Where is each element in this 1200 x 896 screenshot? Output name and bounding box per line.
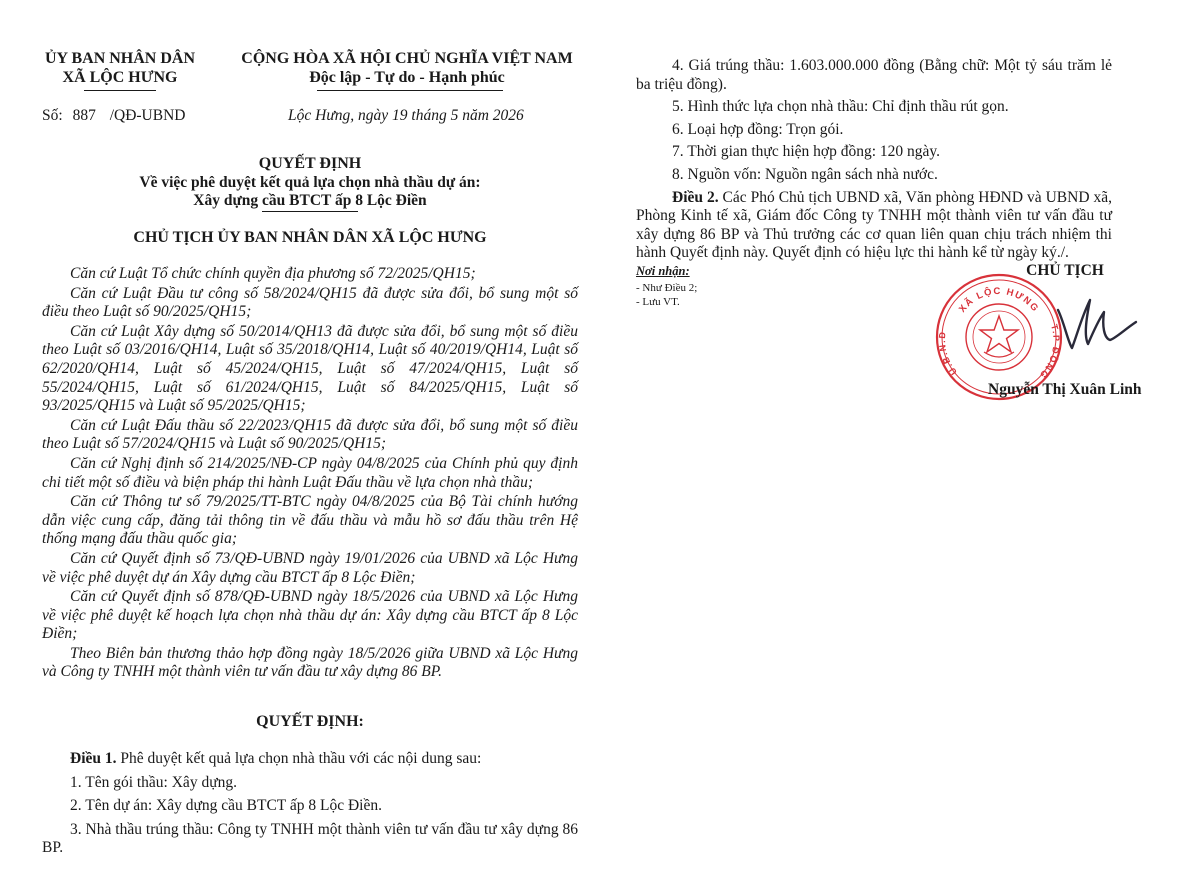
legal-basis-item: Căn cứ Luật Đấu thầu số 22/2023/QH15 đã được sửa đổi, bổ sung một số điều theo Luật số 57/2024/QH15 và Luật số 90/2025/QH15;: [42, 416, 578, 453]
article-2: [636, 189, 1112, 263]
national-name: CỘNG HÒA XÃ HỘI CHỦ NGHĨA VIỆT NAM: [241, 50, 573, 67]
signer-position: CHỦ TỊCH: [1026, 262, 1104, 279]
legal-basis: [42, 265, 578, 683]
issuing-authority-line1: ỦY BAN NHÂN DÂN: [44, 50, 196, 67]
article-1-continued: [636, 57, 1112, 267]
article-1-intro-text: Phê duyệt kết quả lựa chọn nhà thầu với các nội dung sau:: [116, 750, 482, 767]
recipients: [636, 264, 697, 309]
article-2-text: Các Phó Chủ tịch UBND xã, Văn phòng HĐND và UBND xã, Phòng Kinh tế xã, Giám đốc Công ty TNHH một thành viên tư vấn đầu tư xây dựng 86 BP và Thủ trưởng các cơ quan liên quan chịu trách nhiệm thi hành Quyết định này. Quyết định có hiệu lực thi hành kể từ ngày ký./.: [636, 188, 1113, 262]
signer-name: Nguyễn Thị Xuân Linh: [988, 381, 1142, 398]
article-1-item: 3. Nhà thầu trúng thầu: Công ty TNHH một thành viên tư vấn đầu tư xây dựng 86 BP.: [42, 820, 578, 857]
document-subject-line2: Xây dựng cầu BTCT ấp 8 Lộc Điền: [193, 192, 427, 209]
document-subject-line1: Về việc phê duyệt kết quả lựa chọn nhà thầu dự án:: [139, 174, 481, 191]
legal-basis-item: Căn cứ Quyết định số 73/QĐ-UBND ngày 19/01/2026 của UBND xã Lộc Hưng về việc phê duyệt dự án Xây dựng cầu BTCT ấp 8 Lộc Điền;: [42, 549, 578, 586]
document-type: QUYẾT ĐỊNH: [258, 155, 362, 172]
article-1-item: 1. Tên gói thầu: Xây dựng.: [70, 773, 237, 791]
document-number: [42, 107, 185, 126]
handwritten-signature: [1050, 282, 1140, 362]
article-1-item: 7. Thời gian thực hiện hợp đồng: 120 ngày.: [672, 143, 941, 161]
article-1-item: 8. Nguồn vốn: Nguồn ngân sách nhà nước.: [672, 165, 938, 183]
article-1: [42, 750, 578, 863]
seal-text-right: T.P ĐỒNG: [1037, 323, 1062, 381]
document-number-value: 887: [72, 107, 96, 124]
article-1-item: 2. Tên dự án: Xây dựng cầu BTCT ấp 8 Lộc Điền.: [70, 797, 382, 815]
article-1-item: 6. Loại hợp đồng: Trọn gói.: [672, 120, 844, 138]
article-2-label: Điều 2.: [672, 188, 719, 206]
legal-basis-item: Căn cứ Quyết định số 878/QĐ-UBND ngày 18/5/2026 của UBND xã Lộc Hưng về việc phê duyệt kế hoạch lựa chọn nhà thầu dự án: Xây dựng cầu BTCT ấp 8 Lộc Điền;: [42, 588, 578, 643]
decision-heading: QUYẾT ĐỊNH:: [256, 713, 364, 730]
subject-underline: [262, 211, 358, 212]
national-slogan: Độc lập - Tự do - Hạnh phúc: [309, 69, 505, 86]
legal-basis-item: Căn cứ Luật Xây dựng số 50/2014/QH13 đã được sửa đổi, bổ sung một số điều theo Luật số 03/2016/QH14, Luật số 35/2018/QH14, Luật số 40/2019/QH14, Luật số 62/2020/QH14, Luật số 45/2024/QH15, Luật số 47/2024/QH15, Luật số 55/2024/QH15, Luật số 61/2024/QH15, Luật số 84/2025/QH15, Luật số 93/2025/QH15 và Luật số 95/2025/QH15;: [42, 322, 578, 415]
seal-text-left: U.B.N.D: [936, 330, 959, 377]
document-number-suffix: /QĐ-UBND: [109, 107, 186, 124]
recipient-item: - Như Điều 2;: [636, 282, 698, 294]
legal-basis-item: Căn cứ Luật Đầu tư công số 58/2024/QH15 đã được sửa đổi, bổ sung một số điều theo Luật số 90/2025/QH15;: [42, 284, 578, 321]
place-and-date: Lộc Hưng, ngày 19 tháng 5 năm 2026: [288, 107, 524, 124]
national-motto: [226, 50, 588, 87]
authority-heading: CHỦ TỊCH ỦY BAN NHÂN DÂN XÃ LỘC HƯNG: [133, 229, 487, 246]
slogan-underline: [317, 90, 503, 91]
recipients-title: Nơi nhận:: [636, 264, 690, 278]
authority-underline: [84, 90, 156, 91]
article-1-label: Điều 1.: [70, 750, 117, 767]
article-1-item: 4. Giá trúng thầu: 1.603.000.000 đồng (Bằng chữ: Một tỷ sáu trăm lẻ ba triệu đồng).: [636, 57, 1112, 93]
issuing-authority-line2: XÃ LỘC HƯNG: [62, 69, 178, 86]
article-1-item: 5. Hình thức lựa chọn nhà thầu: Chỉ định thầu rút gọn.: [672, 98, 1009, 116]
legal-basis-item: Theo Biên bản thương thảo hợp đồng ngày 18/5/2026 giữa UBND xã Lộc Hưng và Công ty TNHH một thành viên tư vấn đầu tư xây dựng 86 BP.: [42, 644, 578, 681]
legal-basis-item: Căn cứ Thông tư số 79/2025/TT-BTC ngày 04/8/2025 của Bộ Tài chính hướng dẫn việc cung cấp, đăng tải thông tin về đấu thầu và mẫu hồ sơ đấu thầu trên Hệ thống mạng đấu thầu quốc gia;: [42, 493, 578, 548]
document-number-label: Số:: [42, 107, 63, 124]
legal-basis-item: Căn cứ Nghị định số 214/2025/NĐ-CP ngày 04/8/2025 của Chính phủ quy định chi tiết một số điều và biện pháp thi hành Luật Đấu thầu về lựa chọn nhà thầu;: [42, 454, 578, 491]
legal-basis-item: Căn cứ Luật Tổ chức chính quyền địa phương số 72/2025/QH15;: [70, 265, 476, 282]
issuing-authority: [30, 50, 210, 87]
seal-text-top: XÃ LỘC HƯNG: [956, 285, 1042, 315]
recipient-item: - Lưu VT.: [636, 296, 680, 308]
article-1-intro: [42, 750, 578, 769]
